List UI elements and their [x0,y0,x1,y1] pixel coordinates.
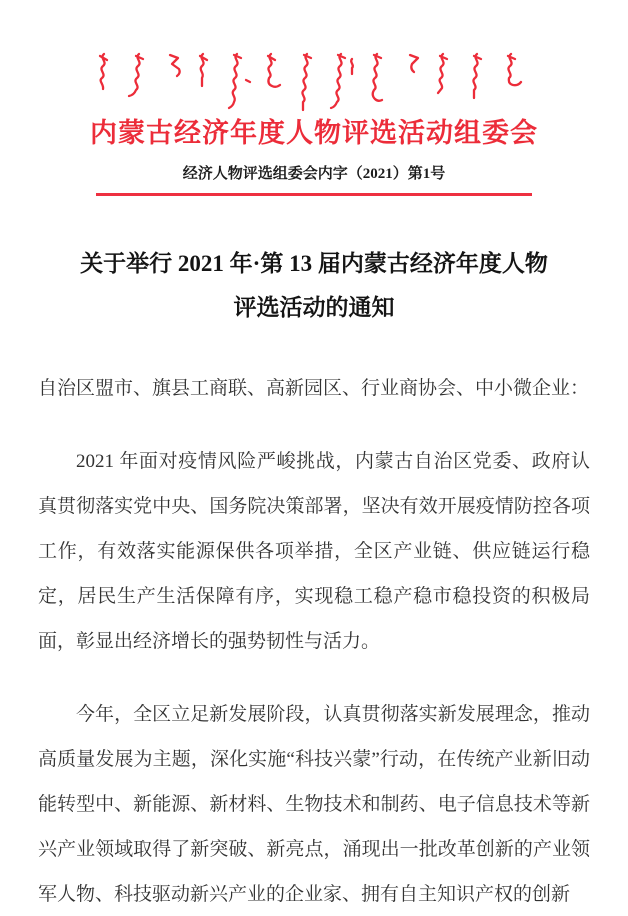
mongolian-script-banner-icon [94,50,534,112]
red-divider-line [96,193,532,196]
notice-title-line2: 评选活动的通知 [233,295,395,320]
body-paragraph-2: 今年，全区立足新发展阶段，认真贯彻落实新发展理念，推动高质量发展为主题，深化实施“科技兴蒙”行动，在传统产业新旧动能转型中、新能源、新材料、生物技术和制药、电子信息技术等新兴产业领域取得了新突破、新亮点，涌现出一批改革创新的产业领军人物、科技驱动新兴产业的企业家、拥有自主知识产权的创新 [38,704,590,905]
notice-title [38,242,590,330]
document-number: 经济人物评选组委会内字（2021）第1号 [182,166,446,182]
addressee-line: 自治区盟市、旗县工商联、高新园区、行业商协会、中小微企业： [38,378,590,399]
letterhead [0,0,628,196]
notice-title-line1: 关于举行 2021 年·第 13 届内蒙古经济年度人物 [80,251,548,276]
body-paragraph-1: 2021 年面对疫情风险严峻挑战，内蒙古自治区党委、政府认真贯彻落实党中央、国务院决策部署，坚决有效开展疫情防控各项工作，有效落实能源保供各项举措，全区产业链、供应链运行稳定，居民生产生活保障有序，实现稳工稳产稳市稳投资的积极局面，彰显出经济增长的强势韧性与活力。 [38,451,590,652]
notice-body [0,242,628,916]
issuing-org-title: 内蒙古经济年度人物评选活动组委会 [90,118,538,148]
